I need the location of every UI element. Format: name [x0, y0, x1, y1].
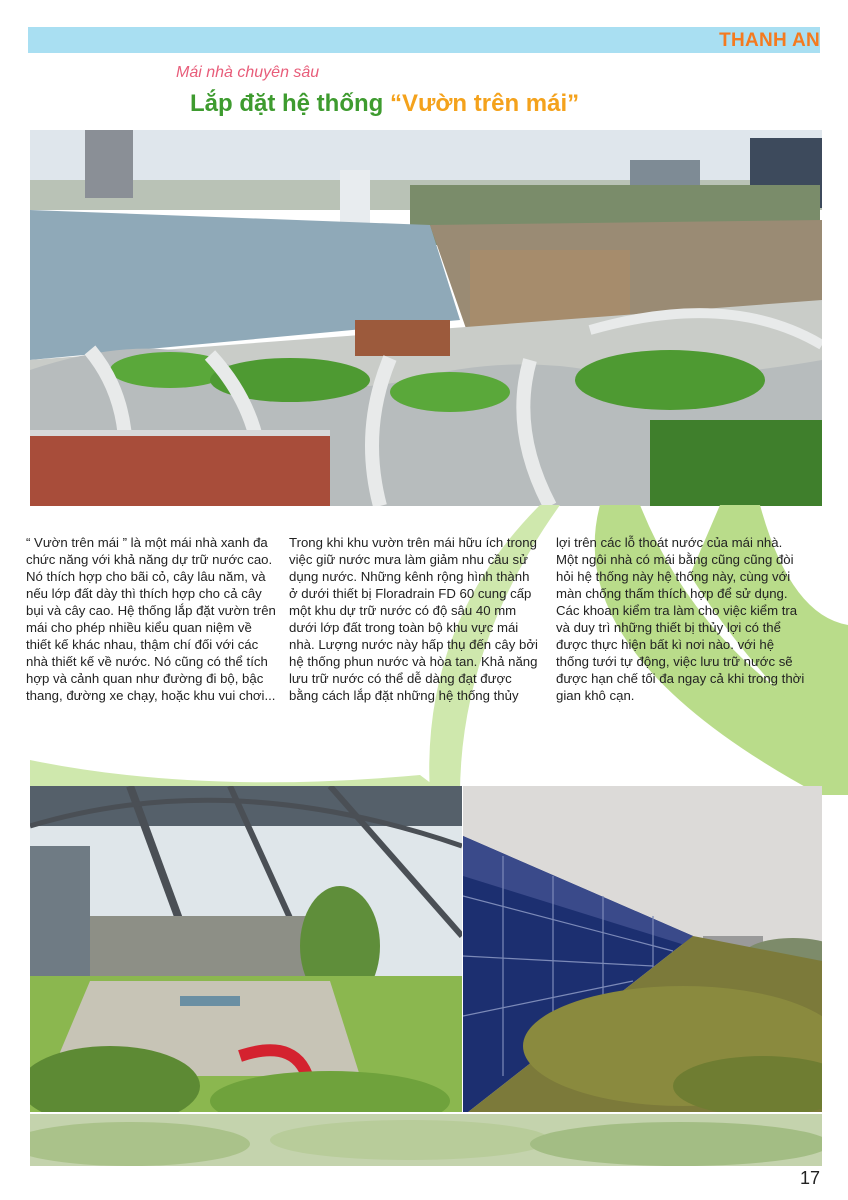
article-column-2: Trong khi khu vườn trên mái hữu ích trong việc giữ nước mưa làm giảm nhu cầu sử dụng nước. Những kênh rộng hình thành ở dưới thiết bị Floradrain FD 60 cung cấp một khu dự trữ nước có độ sâu 40 mm dưới lớp đất trong toàn bộ khu vực mái nhà. Lượng nước này hấp thụ đến cây bởi hệ thống phun nước và hòa tan. Khả năng lưu trữ nước có thể dễ dàng đạt được bằng cách lắp đặt những hệ thống thủy [289, 535, 538, 703]
title-accent: “Vườn trên mái” [389, 90, 580, 117]
terrace-garden-photo [30, 786, 462, 1112]
article-title [190, 90, 579, 118]
article-column-1: “ Vườn trên mái ” là một mái nhà xanh đa chức năng với khả năng dự trữ nước cao. Nó thích hợp cho bãi cỏ, cây lâu năm, và nếu lớp đất dày thì thích hợp cho cả cây bụi và cây cao. Hệ thống lắp đặt vườn trên mái cho phép nhiều kiểu quan niệm về thiết kế khác nhau, thậm chí đối với các nhà thiết kế về nước. Nó cũng có thể tích hợp và cảnh quan như đường đi bộ, bậc thang, đường xe chạy, hoặc khu vui chơi... [26, 535, 276, 703]
page-number: 17 [799, 1168, 820, 1188]
magazine-brand: THANH AN [719, 30, 820, 51]
section-label: Mái nhà chuyên sâu [176, 64, 320, 81]
planting-strip-photo [30, 1114, 822, 1166]
solar-panel-roof-photo [463, 786, 822, 1112]
title-main: Lắp đặt hệ thống [190, 90, 390, 117]
rooftop-garden-photo [30, 130, 822, 506]
header-bar [28, 27, 820, 53]
article-column-3: lợi trên các lỗ thoát nước của mái nhà. Một ngôi nhà có mái bằng cũng cũng đòi hỏi hệ thống này hệ thống này, cùng với màn chống thấm thích hợp để sử dụng. Các khoan kiểm tra làm cho việc kiểm tra và duy trì những thiết bị thủy lợi có thể được thực hiện bất kì nơi nào. với hệ thống tưới tự động, việc lưu trữ nước sẽ được hạn chế tối đa ngay cả khi trong thời gian khô cạn. [556, 535, 805, 703]
